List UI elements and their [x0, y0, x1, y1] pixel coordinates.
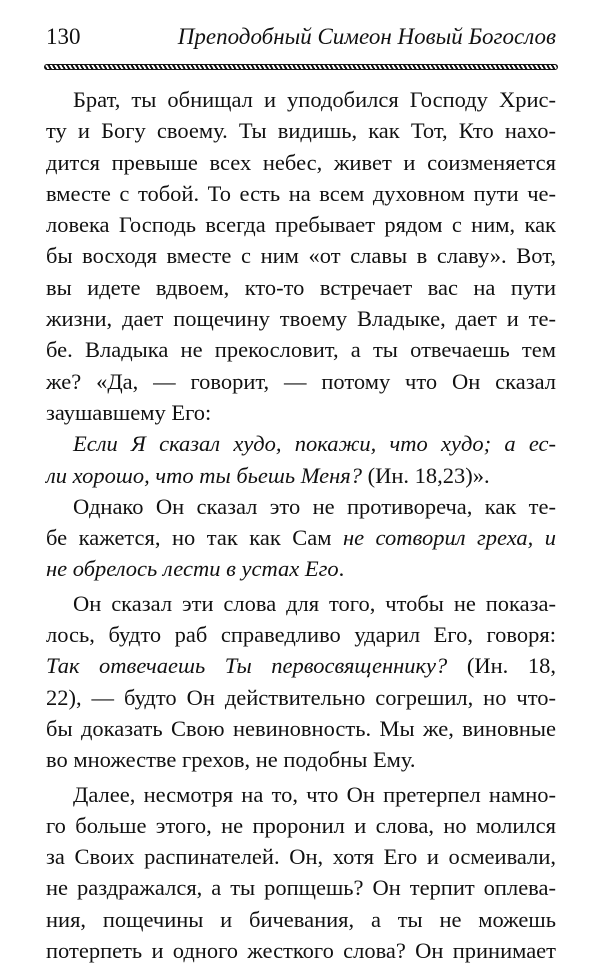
text-segment: вы идете вдвоем, кто-то встречает вас на пути: [46, 274, 556, 300]
text-segment: .: [338, 556, 345, 582]
text-line: [46, 491, 556, 522]
text-segment: заушавшему Его:: [46, 399, 212, 425]
text-line: [46, 334, 556, 365]
text-line: [46, 841, 556, 872]
text-segment: Брат, ты обнищал и уподобился Господу Хрис-: [73, 87, 556, 112]
text-line: [46, 713, 556, 744]
page-number: 130: [46, 24, 81, 49]
text-line: [46, 240, 556, 271]
running-title: Преподобный Симеон Новый Богослов: [177, 24, 556, 49]
text-segment: жизни, дает пощечину твоему Владыке, дает и те-: [46, 306, 556, 332]
text-segment: Однако Он сказал это не противореча, как те-: [73, 493, 556, 519]
text-segment: бы восходя вместе с ним «от славы в славу». Вот,: [46, 243, 556, 269]
text-line: [46, 84, 556, 115]
text-line: [46, 619, 556, 650]
text-line: [46, 115, 556, 146]
text-line: [46, 904, 556, 935]
text-segment: го больше этого, не проронил и слова, но молился: [46, 812, 556, 838]
text-segment: бы доказать Свою невиновность. Мы же, виновные: [46, 715, 556, 741]
text-line: [46, 460, 556, 491]
text-line: [46, 588, 556, 619]
text-line: [46, 366, 556, 397]
text-segment: ту и Богу своему. Ты видишь, как Тот, Кто нахо-: [46, 118, 556, 144]
text-line: [46, 272, 556, 303]
text-segment: (Ин. 18,23)».: [362, 462, 490, 488]
italic-quote-segment: Если Я сказал худо, покажи, что худо; а ес-: [73, 431, 556, 457]
italic-quote-segment: Так отвечаешь Ты первосвященнику?: [46, 653, 448, 679]
text-line: [46, 553, 556, 584]
text-line: [46, 779, 556, 810]
text-line: [46, 650, 556, 681]
text-segment: ния, пощечины и бичевания, а ты не можешь: [46, 906, 556, 932]
text-segment: дится превыше всех небес, живет и соизменяется: [46, 149, 556, 175]
text-segment: вместе с тобой. То есть на всем духовном пути че-: [46, 180, 556, 206]
text-segment: за Своих распинателей. Он, хотя Его и осмеивали,: [46, 844, 556, 870]
italic-quote-segment: не сотворил греха, и: [342, 525, 557, 551]
text-segment: не раздражался, а ты ропщешь? Он терпит оплева-: [46, 875, 556, 901]
text-line: [46, 178, 556, 209]
text-segment: (Ин. 18,: [447, 653, 556, 679]
text-segment: же? «Да, — говорит, — потому что Он сказал: [46, 368, 556, 394]
text-line: [46, 397, 556, 428]
text-line: [46, 935, 556, 966]
text-segment: во множестве грехов, не подобны Ему.: [46, 747, 416, 773]
text-line: [46, 744, 556, 775]
text-line: [46, 303, 556, 334]
text-segment: лось, будто раб справедливо ударил Его, говоря:: [46, 622, 556, 648]
text-segment: Он сказал эти слова для того, чтобы не показа-: [73, 590, 556, 616]
text-segment: потерпеть и одного жесткого слова? Он принимает: [46, 938, 556, 964]
text-line: [46, 682, 556, 713]
italic-quote-segment: не обрелось лести в устах Его: [46, 556, 339, 582]
text-segment: 22), — будто Он действительно согрешил, но что-: [46, 684, 556, 710]
text-line: [46, 522, 556, 553]
text-segment: ловека Господь всегда пребывает рядом с ним, как: [46, 212, 556, 238]
body-text: [46, 84, 556, 966]
text-segment: Далее, несмотря на то, что Он претерпел намно-: [73, 781, 556, 807]
text-line: [46, 428, 556, 459]
text-segment: бе. Владыка не прекословит, а ты отвечаешь тем: [46, 337, 556, 363]
italic-quote-segment: ли хорошо, что ты бьешь Меня?: [46, 462, 362, 488]
text-line: [46, 872, 556, 903]
text-line: [46, 147, 556, 178]
rope-divider: [44, 64, 558, 70]
text-segment: бе кажется, но так как Сам: [46, 525, 343, 551]
text-line: [46, 810, 556, 841]
text-line: [46, 209, 556, 240]
